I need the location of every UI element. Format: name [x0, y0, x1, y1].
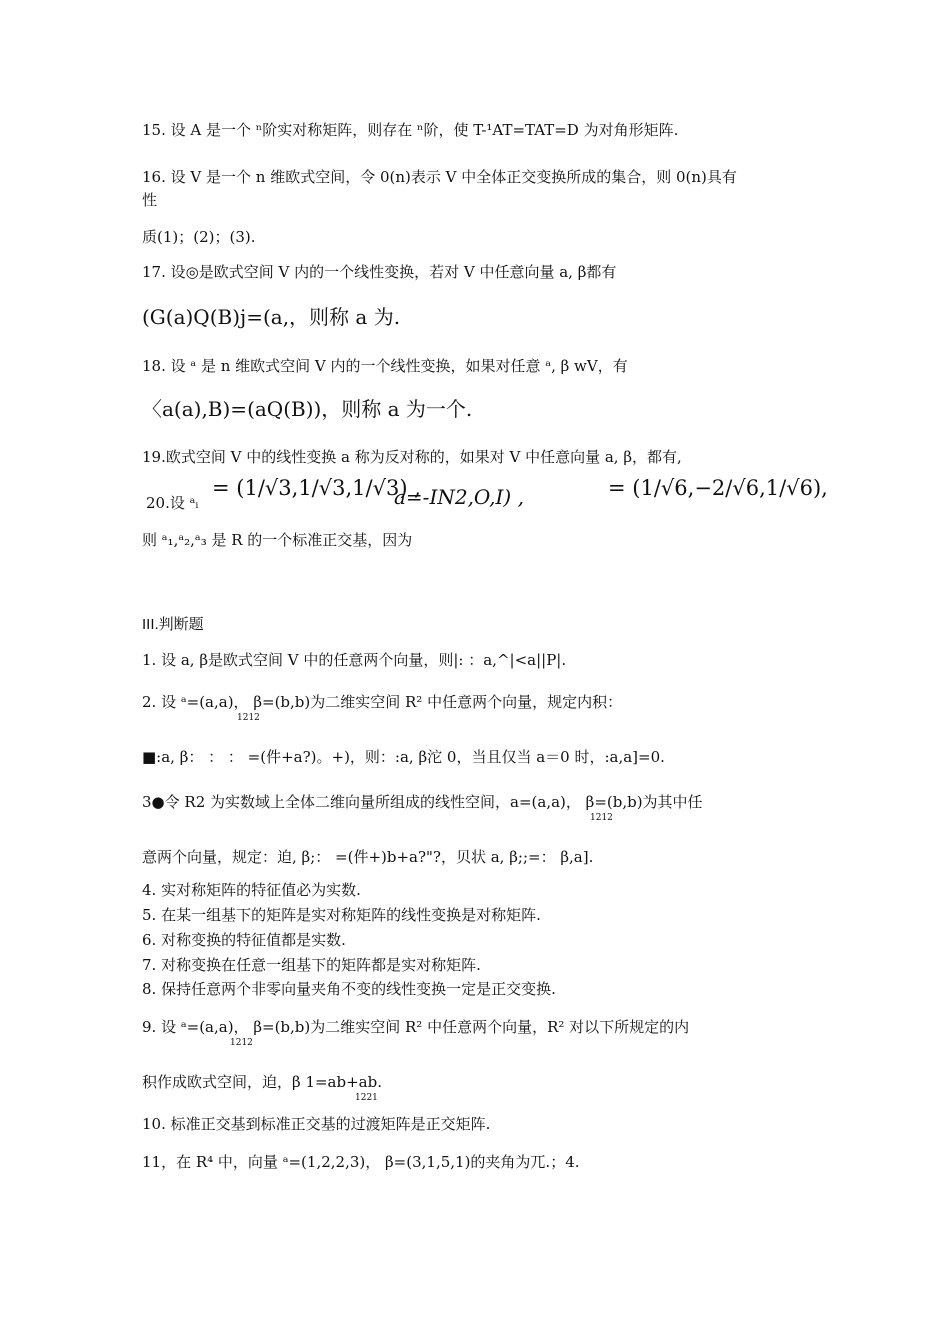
judge-2-continued: ■:a, β： ： ： =(件+a?)。+)，则：:a, β沱 0，当且仅当 a＝0 时，:a,a]=0.	[142, 748, 665, 766]
judge-3-continued: 意两个向量，规定：迫, β;： =(件+)b+a?"?，贝状 a, β;;=： β,a].	[142, 848, 594, 866]
question-20-label: 20.设 ᵃᵢ	[146, 494, 199, 512]
judge-4: 4. 实对称矩阵的特征值必为实数.	[142, 881, 361, 899]
judge-8: 8. 保持任意两个非零向量夹角不变的线性变换一定是正交变换.	[142, 980, 556, 998]
question-19: 19.欧式空间 V 中的线性变换 a 称为反对称的，如果对 V 中任意向量 a, β，都有,	[142, 448, 682, 466]
question-18-formula: 〈a(a),B)=(aQ(B))，则称 a 为一个.	[142, 397, 473, 421]
judge-3-subscripts: 1212	[590, 813, 613, 823]
question-20-vector-3: = (1/√6,−2/√6,1/√6),	[608, 476, 828, 500]
question-17: 17. 设◎是欧式空间 V 内的一个线性变换，若对 V 中任意向量 a, β都有	[142, 263, 617, 281]
judge-2-subscripts: 1212	[237, 713, 260, 723]
judge-5: 5. 在某一组基下的矩阵是实对称矩阵的线性变换是对称矩阵.	[142, 906, 541, 924]
judge-9-continued: 积作成欧式空间，迫，β 1=ab+ab.	[142, 1073, 382, 1091]
judge-10: 10. 标准正交基到标准正交基的过渡矩阵是正交矩阵.	[142, 1115, 491, 1133]
question-20-vector-2: a=-IN2,O,I) ,	[394, 485, 524, 509]
judge-6: 6. 对称变换的特征值都是实数.	[142, 931, 346, 949]
question-17-formula: (G(a)Q(B)j=(a,，则称 a 为.	[142, 305, 401, 329]
judge-1: 1. 设 a, β是欧式空间 V 中的任意两个向量，则|: ：a,^|<a||P|.	[142, 651, 567, 669]
question-18: 18. 设 ᵃ 是 n 维欧式空间 V 内的一个线性变换，如果对任意 ᵃ, β wV，有	[142, 357, 628, 375]
judge-11: 11，在 R⁴ 中，向量 ᵃ=(1,2,2,3)， β=(3,1,5,1)的夹角为兀.；4.	[142, 1153, 580, 1171]
judge-9-subscripts: 1212	[230, 1038, 253, 1048]
judge-9: 9. 设 ᵃ=(a,a)， β=(b,b)为二维实空间 R² 中任意两个向量，R² 对以下所规定的内	[142, 1018, 690, 1036]
question-16-properties: 质(1)；(2)；(3).	[142, 228, 256, 246]
judge-7: 7. 对称变换在任意一组基下的矩阵都是实对称矩阵.	[142, 956, 481, 974]
question-20-continued: 则 ᵃ₁,ᵃ₂,ᵃ₃ 是 R 的一个标准正交基，因为	[142, 531, 413, 549]
section-title: III.判断题	[142, 616, 204, 633]
judge-2: 2. 设 ᵃ=(a,a)， β=(b,b)为二维实空间 R² 中任意两个向量，规定内积：	[142, 693, 623, 711]
question-16-continued: 性	[142, 191, 158, 209]
judge-9-subscripts-2: 1221	[355, 1093, 378, 1103]
question-15: 15. 设 A 是一个 ⁿ阶实对称矩阵，则存在 ⁿ阶，使 T-¹AT=TAT=D 为对角形矩阵.	[142, 121, 679, 139]
question-16: 16. 设 V 是一个 n 维欧式空间，令 0(n)表示 V 中全体正交变换所成的集合，则 0(n)具有	[142, 168, 737, 186]
judge-3: 3●令 R2 为实数域上全体二维向量所组成的线性空间，a=(a,a)， β=(b,b)为其中任	[142, 793, 703, 811]
question-20-vector-1: = (1/√3,1/√3,1/√3) ,	[212, 476, 421, 500]
